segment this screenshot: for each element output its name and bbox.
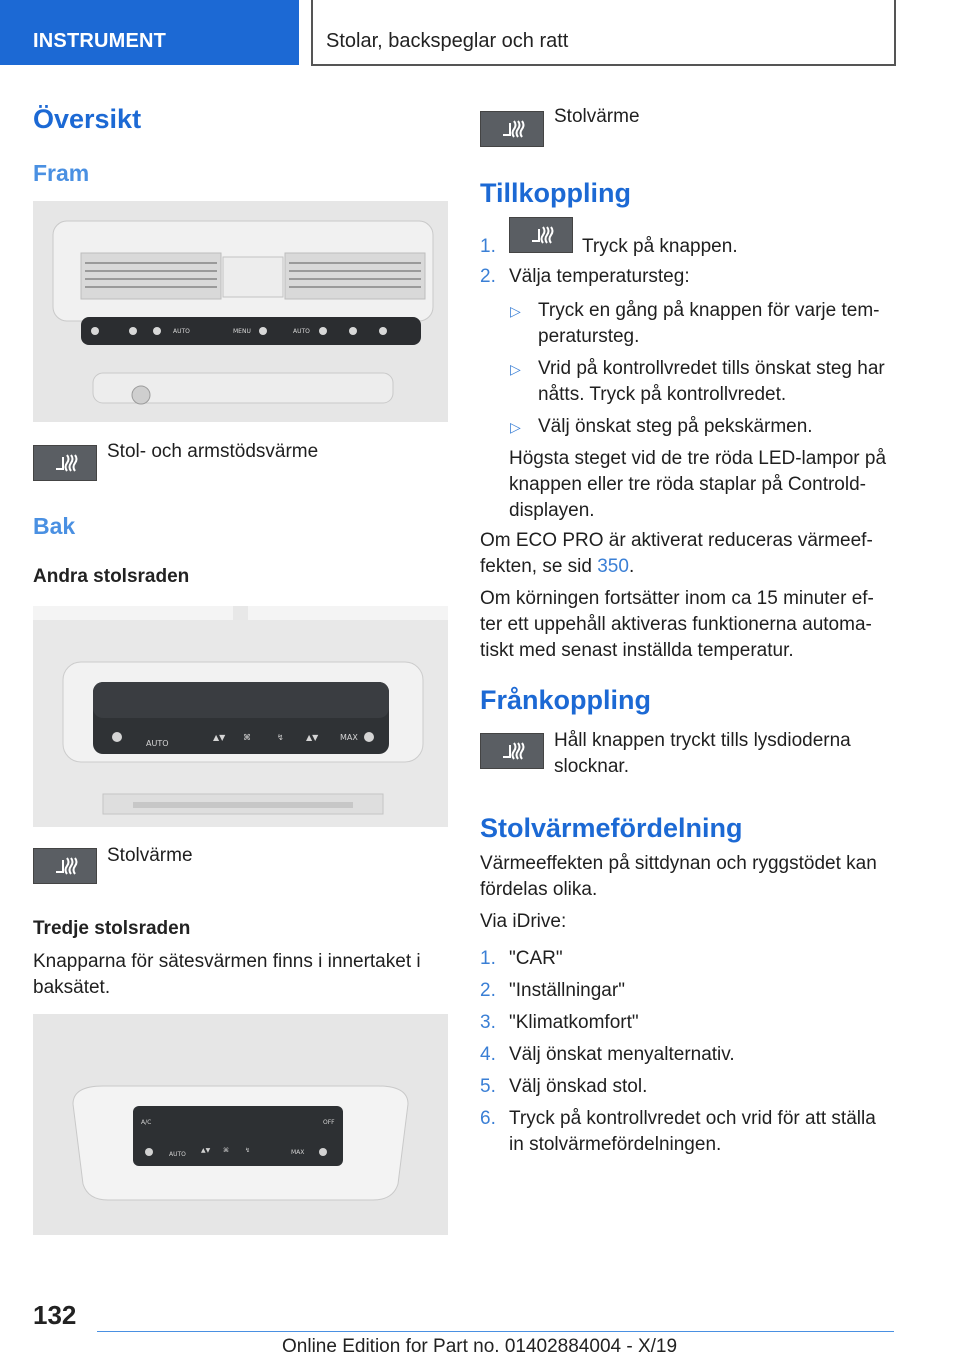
idrive-step5-text: Välj önskad stol. <box>509 1076 648 1097</box>
seat-heating-icon-off <box>480 733 544 769</box>
svg-text:AUTO: AUTO <box>169 1151 186 1158</box>
idrive-step6-text: Tryck på kontrollvredet och vrid för att ställa <box>509 1108 876 1129</box>
heading-bak: Bak <box>33 513 76 539</box>
seat-heating-button-icon <box>33 445 97 481</box>
heading-oversikt: Översikt <box>33 104 142 134</box>
idrive-step5-number: 5. <box>480 1076 496 1097</box>
hogsta-line1: Högsta steget vid de tre röda LED-lampor på <box>509 448 887 469</box>
eco-line2-text: fekten, se sid <box>480 556 598 577</box>
bullet2-line1: Vrid på kontrollvredet tills önskat steg har <box>538 358 885 379</box>
third-row-photo <box>33 1014 448 1235</box>
svg-text:AUTO: AUTO <box>146 739 169 748</box>
svg-text:A/C: A/C <box>141 1119 152 1126</box>
tredje-text-line1: Knapparna för sätesvärmen finns i innertaket i <box>33 951 421 972</box>
step2-number: 2. <box>480 266 496 287</box>
header-title-box <box>311 0 896 66</box>
hogsta-line2: knappen eller tre röda staplar på Controld- <box>509 474 866 495</box>
fordelning-line1: Värmeeffekten på sittdynan och ryggstödet kan <box>480 853 877 874</box>
footer-edition: Online Edition for Part no. 01402884004 - X/19 <box>282 1336 678 1357</box>
idrive-step1-text: "CAR" <box>509 948 563 969</box>
page-ref-link[interactable]: 350 <box>597 556 629 577</box>
tredje-text-line2: baksätet. <box>33 977 111 998</box>
svg-text:MENU: MENU <box>233 328 251 335</box>
bullet1-line2: peratursteg. <box>538 326 640 347</box>
rear-console-photo <box>33 606 448 827</box>
frank-line2: slocknar. <box>554 756 629 777</box>
idrive-step6-number: 6. <box>480 1108 496 1129</box>
idrive-step2-text: "Inställningar" <box>509 980 625 1001</box>
heading-stolvarmefordelning: Stolvärmefördelning <box>480 813 743 843</box>
bullet3-triangle-icon: ▷ <box>510 419 521 435</box>
svg-text:OFF: OFF <box>323 1119 335 1126</box>
step2-text: Välja temperatursteg: <box>509 266 690 287</box>
bullet3-text: Välj önskat steg på pekskärmen. <box>538 416 813 437</box>
korning-line3: tiskt med senast inställda temperatur. <box>480 640 794 661</box>
idrive-step4-text: Välj önskat menyalternativ. <box>509 1044 735 1065</box>
svg-text:AUTO: AUTO <box>293 328 310 335</box>
heading-fram: Fram <box>33 160 90 186</box>
korning-line1: Om körningen fortsätter inom ca 15 minuter ef- <box>480 588 874 609</box>
svg-text:▲▼: ▲▼ <box>213 733 226 742</box>
svg-text:⌘: ⌘ <box>223 1147 229 1154</box>
caption-stolvarme-rear: Stolvärme <box>107 845 193 866</box>
heading-tredje-stolsraden: Tredje stolsraden <box>33 918 191 939</box>
bullet1-line1: Tryck en gång på knappen för varje tem- <box>538 300 880 321</box>
front-console-photo <box>33 201 448 422</box>
heading-andra-stolsraden: Andra stolsraden <box>33 566 190 587</box>
via-idrive: Via iDrive: <box>480 911 567 932</box>
step1-text: Tryck på knappen. <box>582 236 738 257</box>
bullet2-triangle-icon: ▷ <box>510 361 521 377</box>
svg-text:↯: ↯ <box>277 733 284 742</box>
hogsta-line3: displayen. <box>509 500 595 521</box>
svg-text:AUTO: AUTO <box>173 328 190 335</box>
step1-number: 1. <box>480 236 496 257</box>
idrive-step4-number: 4. <box>480 1044 496 1065</box>
eco-line2-end: . <box>628 556 635 577</box>
page-number: 132 <box>33 1300 77 1330</box>
frank-line1: Håll knappen tryckt tills lysdioderna <box>554 730 851 751</box>
caption-stol-armstod: Stol- och armstödsvärme <box>107 441 319 462</box>
svg-text:↯: ↯ <box>245 1147 251 1154</box>
header-section-label: INSTRUMENT <box>33 30 167 52</box>
korning-line2: ter ett uppehåll aktiveras funktionerna automa- <box>480 614 872 635</box>
seat-heating-icon-step1 <box>509 217 573 253</box>
eco-line2 <box>480 554 634 580</box>
svg-text:MAX: MAX <box>340 733 358 742</box>
header-title: Stolar, backspeglar och ratt <box>326 30 569 52</box>
svg-text:⌘: ⌘ <box>243 733 251 742</box>
fordelning-line2: fördelas olika. <box>480 879 598 900</box>
idrive-step2-number: 2. <box>480 980 496 1001</box>
idrive-step1-number: 1. <box>480 948 496 969</box>
svg-text:MAX: MAX <box>291 1149 305 1156</box>
idrive-step3-number: 3. <box>480 1012 496 1033</box>
seat-heating-icon-top <box>480 111 544 147</box>
bullet1-triangle-icon: ▷ <box>510 303 521 319</box>
header-section-tab <box>0 0 299 65</box>
idrive-step6-line2: in stolvärmefördelningen. <box>509 1134 722 1155</box>
bullet2-line2: nåtts. Tryck på kontrollvredet. <box>538 384 787 405</box>
caption-stolvarme-top: Stolvärme <box>554 106 640 127</box>
footer-divider <box>97 1331 894 1332</box>
seat-heating-rear-icon <box>33 848 97 884</box>
eco-line1: Om ECO PRO är aktiverat reduceras värmeef- <box>480 530 873 551</box>
svg-text:▲▼: ▲▼ <box>201 1147 211 1154</box>
svg-text:▲▼: ▲▼ <box>306 733 319 742</box>
heading-frankoppling: Frånkoppling <box>480 685 651 715</box>
heading-tillkoppling: Tillkoppling <box>480 178 631 208</box>
idrive-step3-text: "Klimatkomfort" <box>509 1012 639 1033</box>
